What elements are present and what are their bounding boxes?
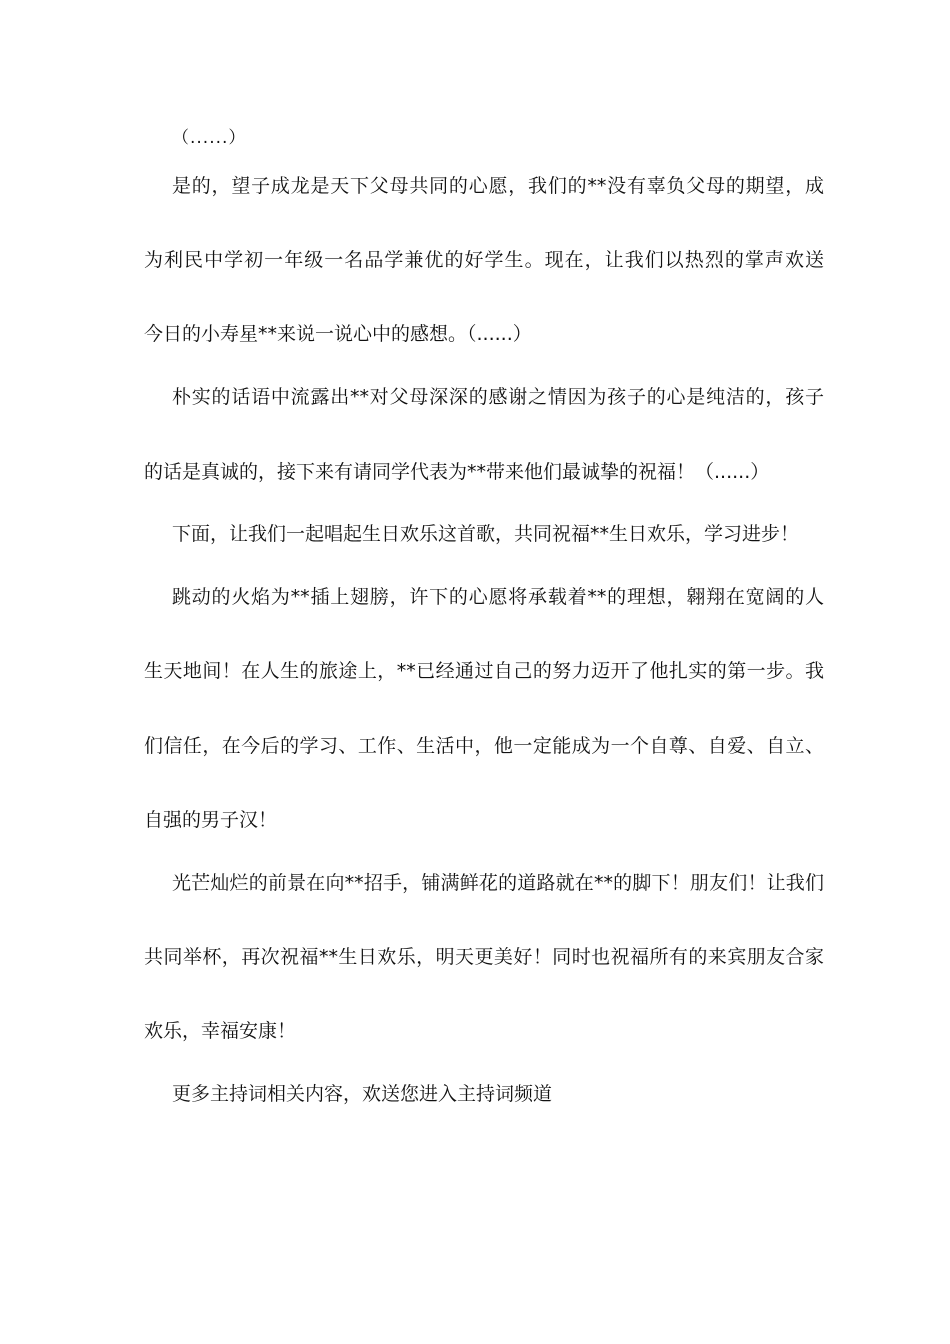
text-line-14: 更多主持词相关内容，欢送您进入主持词频道 bbox=[172, 1083, 553, 1105]
text-line-2: 为利民中学初一年级一名品学兼优的好学生。现在，让我们以热烈的掌声欢送 bbox=[144, 249, 824, 271]
text-line-10: 自强的男子汉！ bbox=[144, 809, 278, 831]
text-line-ellipsis: （......） bbox=[172, 128, 247, 148]
text-line-8: 生天地间！在人生的旅途上，**已经通过自己的努力迈开了他扎实的第一步。我 bbox=[144, 660, 824, 682]
text-line-9: 们信任，在今后的学习、工作、生活中，他一定能成为一个自尊、自爱、自立、 bbox=[144, 735, 824, 757]
text-line-1: 是的，望子成龙是天下父母共同的心愿，我们的**没有辜负父母的期望，成 bbox=[172, 175, 824, 197]
text-line-13: 欢乐，幸福安康！ bbox=[144, 1020, 297, 1042]
text-line-4: 朴实的话语中流露出**对父母深深的感谢之情因为孩子的心是纯洁的，孩子 bbox=[172, 386, 824, 408]
text-line-7: 跳动的火焰为**插上翅膀，许下的心愿将承载着**的理想，翱翔在宽阔的人 bbox=[172, 586, 824, 608]
text-line-6: 下面，让我们一起唱起生日欢乐这首歌，共同祝福**生日欢乐，学习进步！ bbox=[172, 523, 800, 545]
text-line-12: 共同举杯，再次祝福**生日欢乐，明天更美好！同时也祝福所有的来宾朋友合家 bbox=[144, 946, 824, 968]
text-line-3: 今日的小寿星**来说一说心中的感想。（......） bbox=[144, 323, 532, 345]
text-line-5: 的话是真诚的，接下来有请同学代表为**带来他们最诚挚的祝福！（......） bbox=[144, 461, 770, 483]
text-line-11: 光芒灿烂的前景在向**招手，铺满鲜花的道路就在**的脚下！朋友们！让我们 bbox=[172, 872, 824, 894]
